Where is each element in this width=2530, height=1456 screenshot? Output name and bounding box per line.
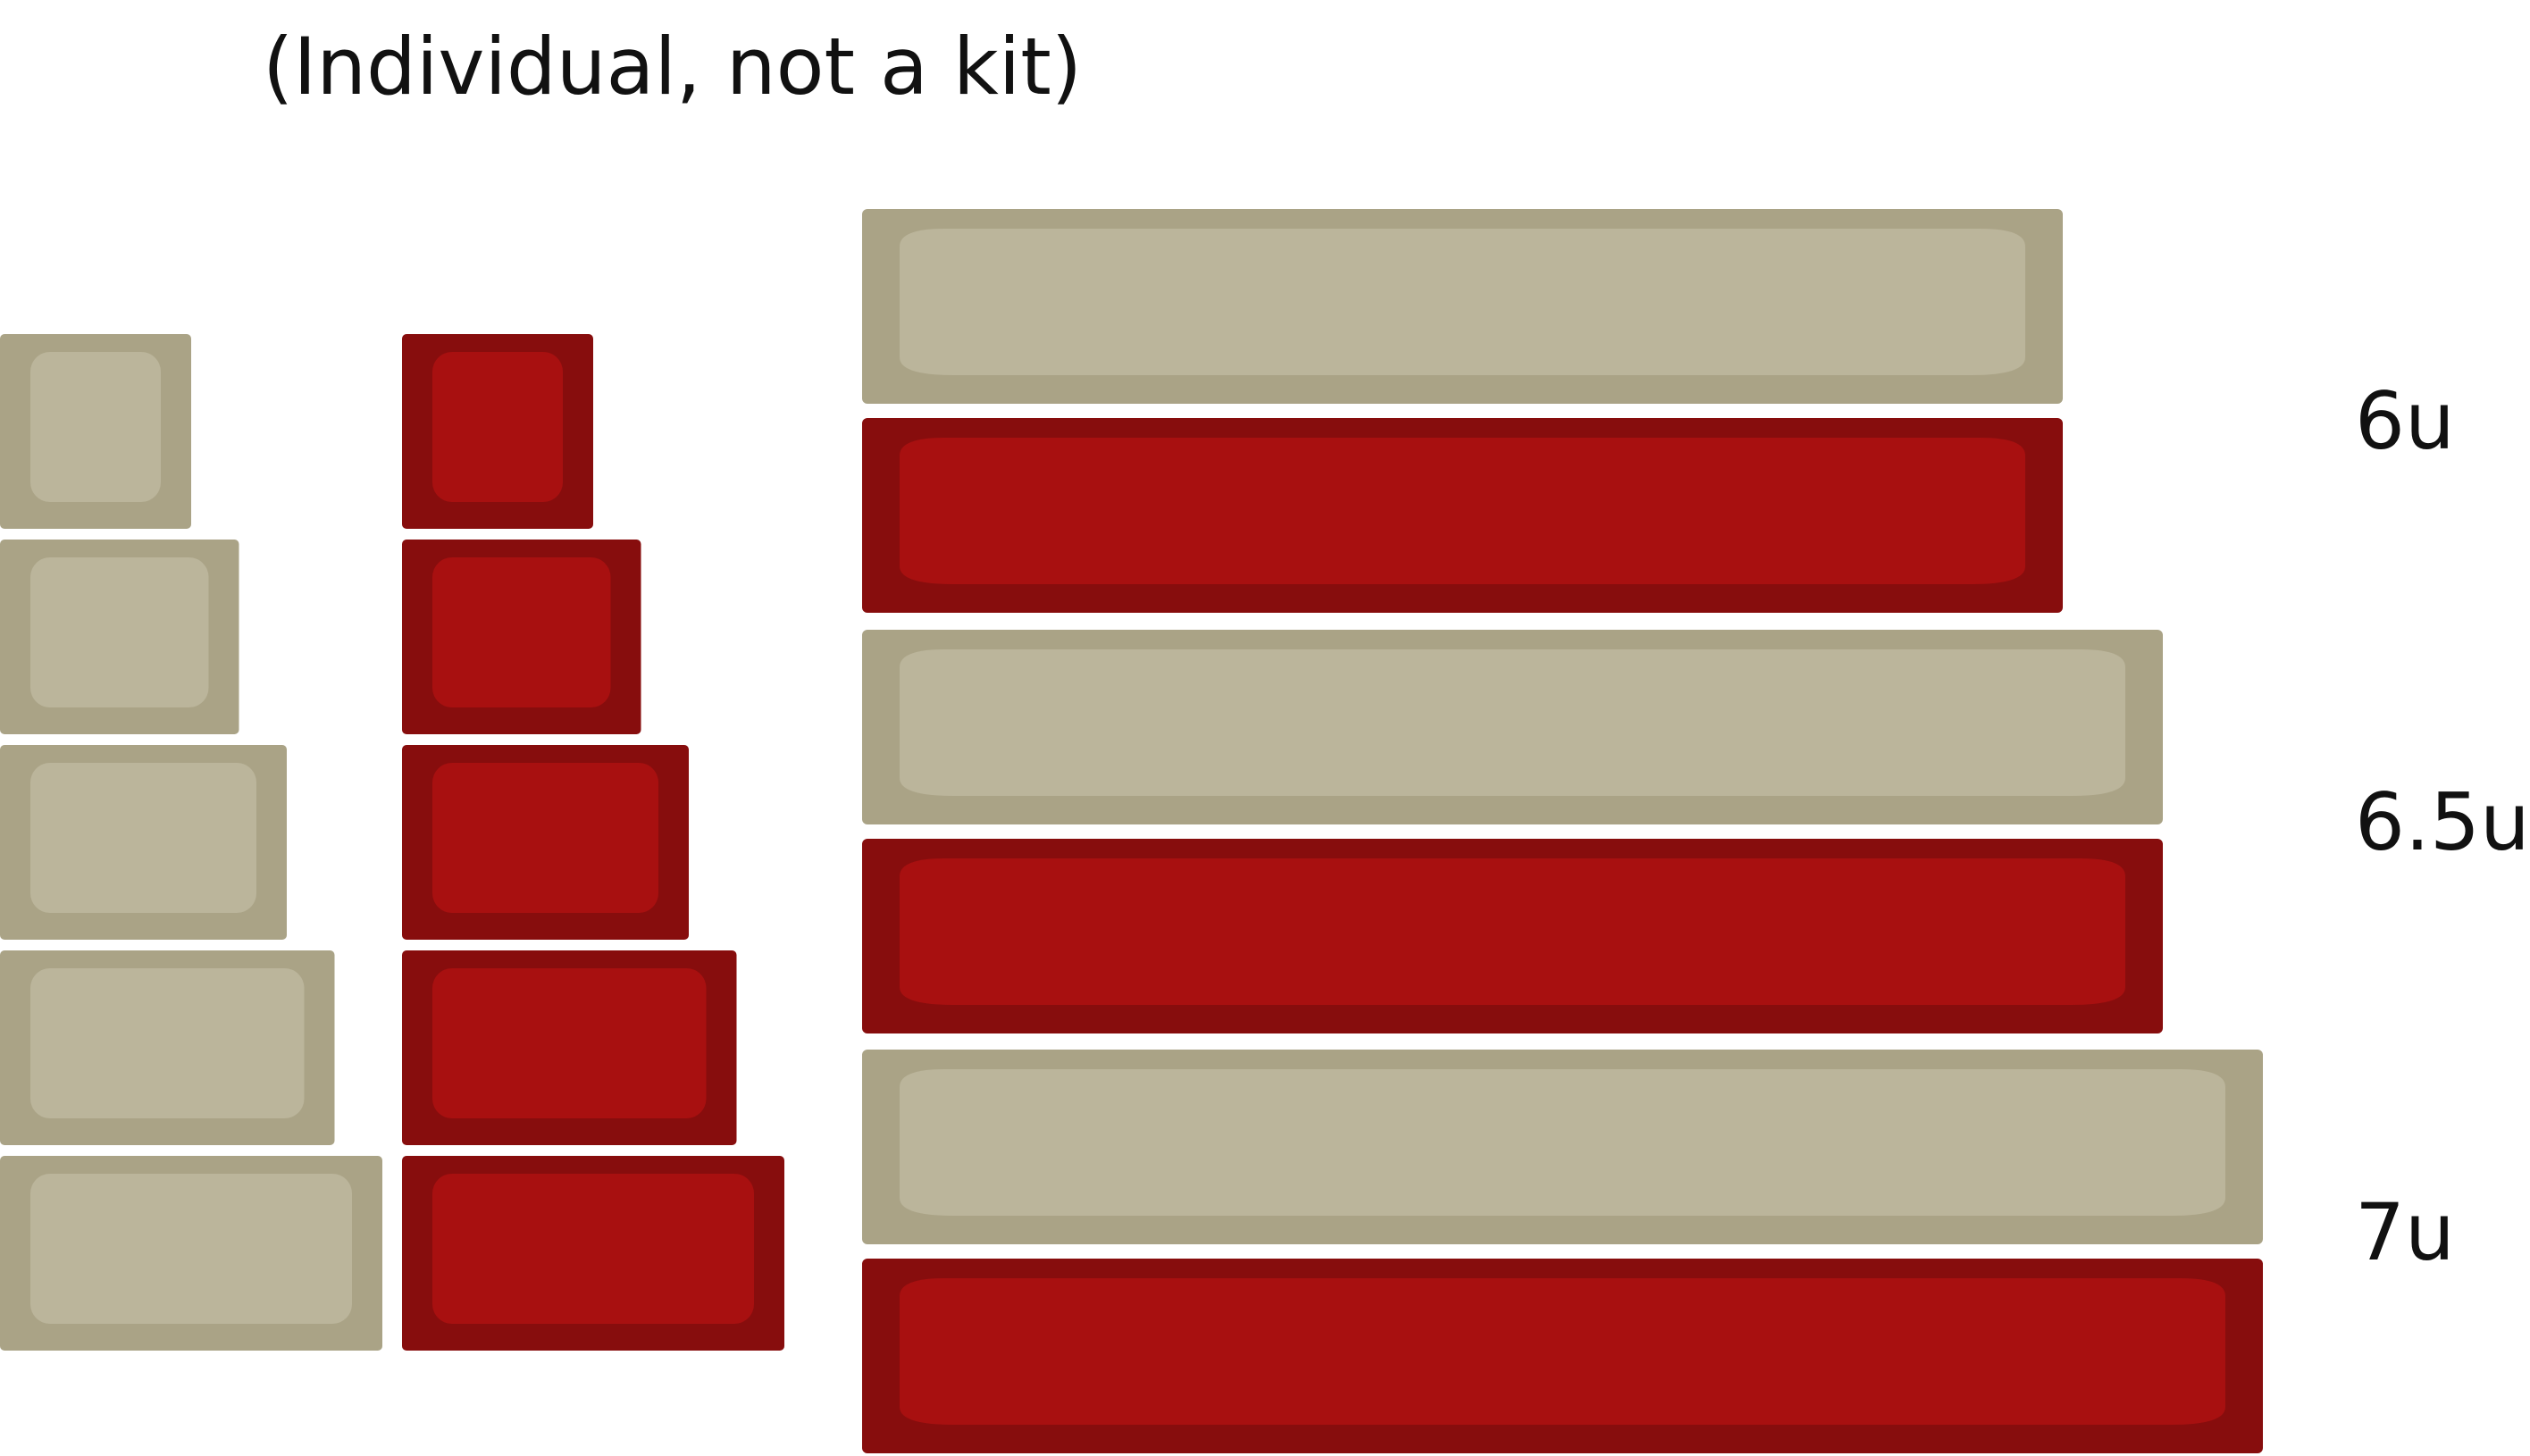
keycap-red-2u	[402, 1156, 784, 1351]
size-label-6-5u: 6.5u	[2355, 776, 2530, 868]
keycap-beige-2u	[0, 1156, 382, 1351]
size-label-7u: 7u	[2355, 1186, 2455, 1278]
spacebar-red-6-5u	[862, 839, 2163, 1033]
keycap-red-1-5u	[402, 745, 689, 940]
keycap-beige-1-25u	[0, 540, 239, 734]
spacebar-beige-6-5u	[862, 630, 2163, 824]
title: (Individual, not a kit)	[263, 21, 1083, 113]
keycap-beige-1-5u	[0, 745, 287, 940]
spacebar-beige-6u	[862, 209, 2063, 404]
spacebar-red-7u	[862, 1259, 2263, 1453]
keycap-red-1-75u	[402, 950, 737, 1145]
keycap-beige-1-75u	[0, 950, 335, 1145]
keycap-red-1-25u	[402, 540, 641, 734]
spacebar-beige-7u	[862, 1050, 2263, 1244]
spacebar-red-6u	[862, 418, 2063, 613]
keycap-red-1u	[402, 334, 593, 529]
size-label-6u: 6u	[2355, 375, 2455, 467]
keycap-beige-1u	[0, 334, 191, 529]
